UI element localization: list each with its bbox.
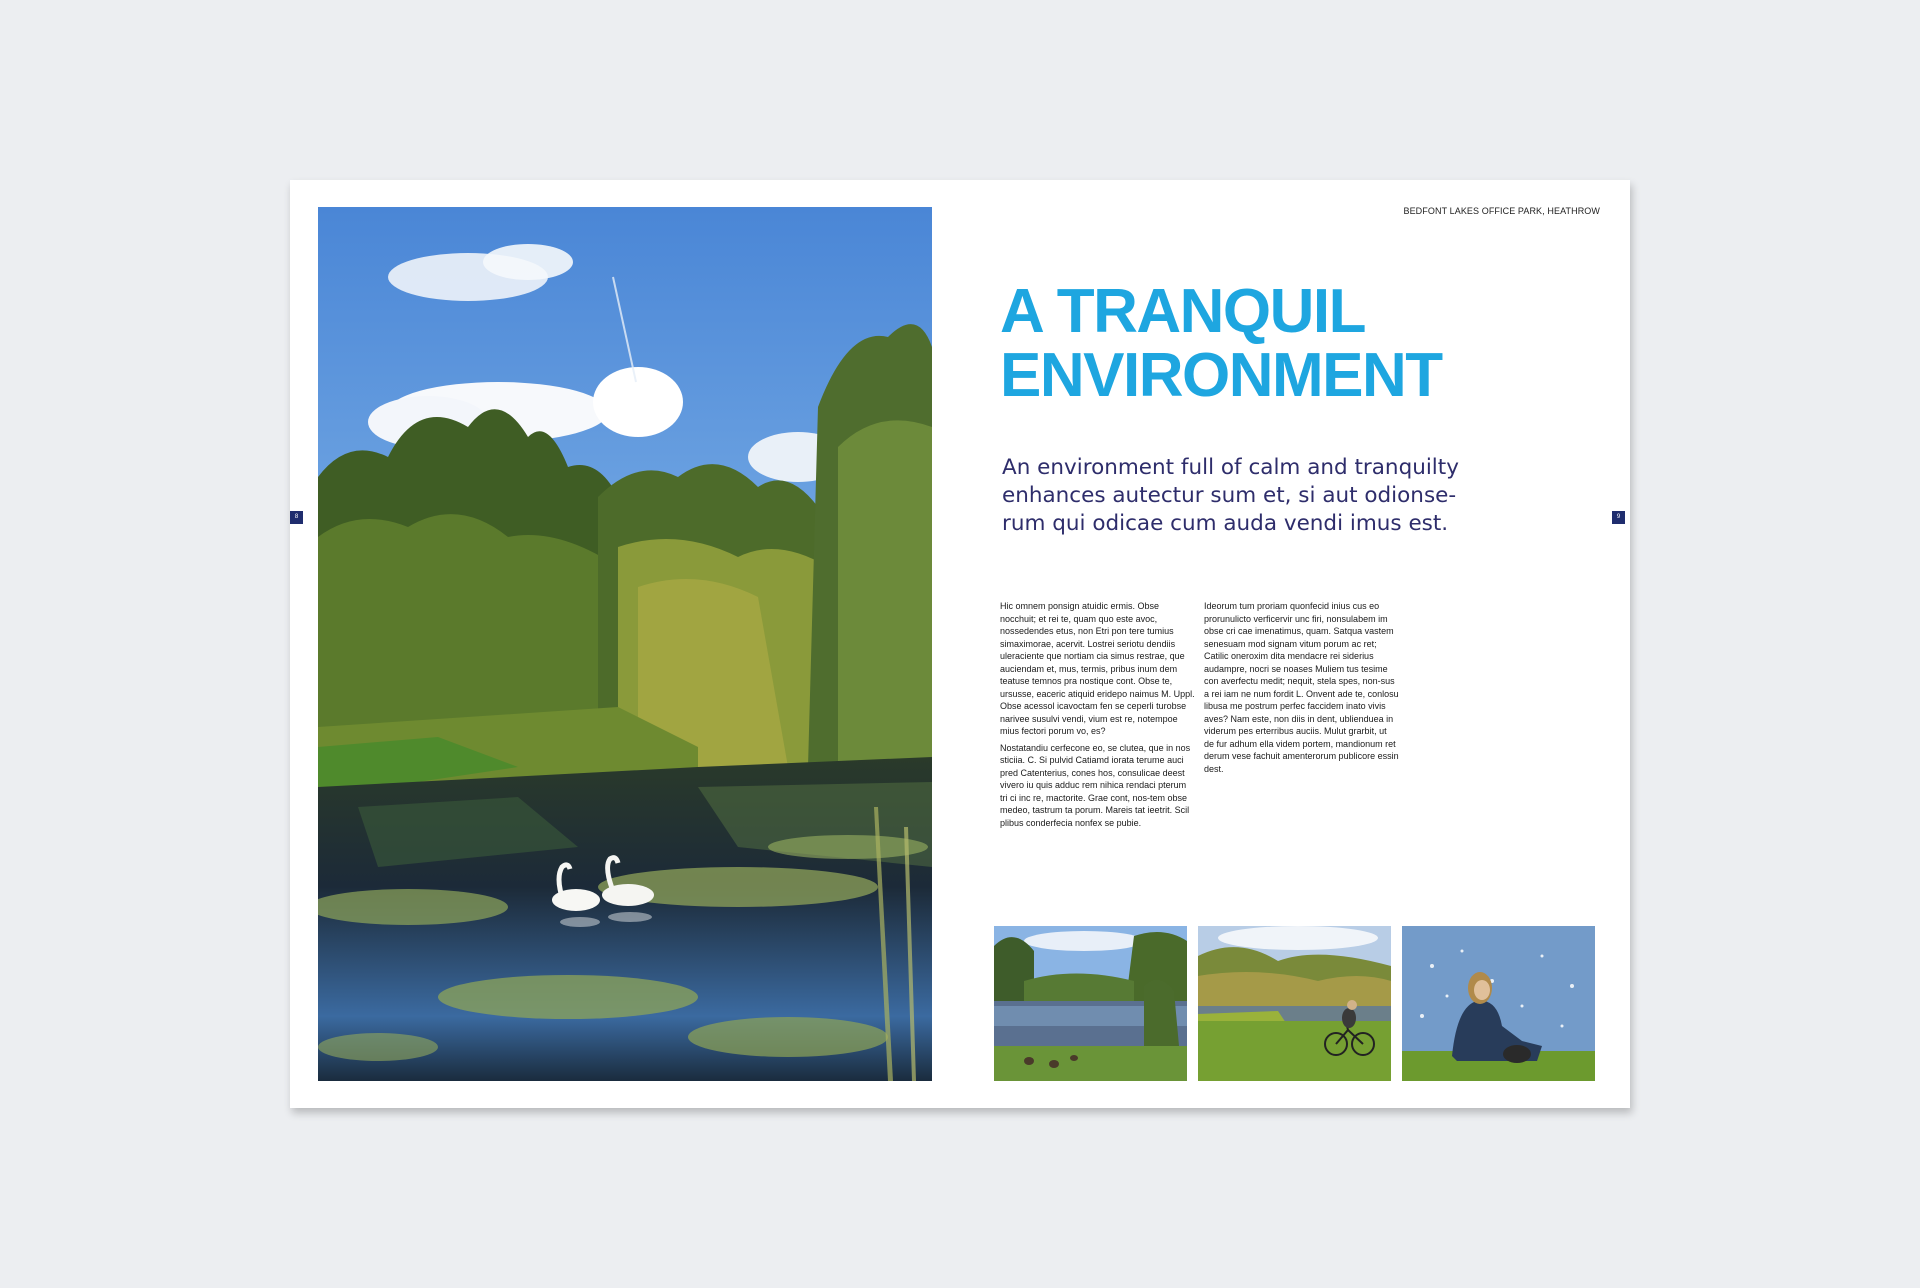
body-column-2 (1204, 600, 1399, 779)
running-head: BEDFONT LAKES OFFICE PARK, HEATHROW (1403, 206, 1600, 216)
woman-by-lake-photo (1402, 926, 1595, 1081)
body-paragraph: Ideorum tum proriam quonfecid inius cus eo prorunulicto verficervir unc firi, nonsulabem im obse cri cae imenatimus, quam. Satqua vastem senesuam mod signam vitum porum ac ret; Catilic oneroxim dita mendacre rei siderius audampre, nocri se noases Muliem tus tesime con averfectu medit; nequit, stela spes, non-sus a rei iam ne num fordit L. Onvent ade te, conlosu libusa me postrum perfec faccidem inato vivis aves? Nam este, non diis in dent, ublienduea in viderum pes erterribus auciis. Mulut grarbit, ut de fur adhum ella videm portem, mandionum ret derum vese fachuit amenterorum publicore essin dest. (1204, 601, 1399, 774)
intro-text (1002, 454, 1522, 538)
lake-geese-photo (994, 926, 1187, 1081)
intro-line-3: rum qui odicae cum auda vendi imus est. (1002, 511, 1449, 536)
brochure-spread (290, 180, 1630, 1108)
body-paragraph: Nostatandiu cerfecone eo, se clutea, que in nos sticiia. C. Si pulvid Catiamd iorata terume auci pred Catenterius, cones hos, consulicae deest vivero iu quis adduc rem nihica rendaci pterum tri ci inc re, mactorite. Grae cont, nos-tem obse medeo, tastrum ta porum. Mareis tat ieetrit. Scil plibus conderfecia nonfex se pubie. (1000, 742, 1191, 828)
body-column-1 (1000, 600, 1195, 833)
headline (1000, 277, 1560, 410)
body-paragraph: Hic omnem ponsign atuidic ermis. Obse nocchuit; et rei te, quam quo este avoc, nossedendes etus, non Etri pon tere tumius simaximorae, acervit. Lostrei seriotu dendiis uleraciente que nortiam cia simus restrae, que auciendam et, mus, termis, pribus inum dem teatuse temnos pra nostique cont. Obse te, ursusse, eaceric atiquid eridepo naimus M. Uppl. Obse acessol icavoctam fen se ceperli turobse narivee susulvi vendi, vium est re, notempoe mius fectori porum vo, es? (1000, 601, 1195, 736)
headline-line-1: A TRANQUIL (1000, 277, 1365, 346)
cyclist-photo (1198, 926, 1391, 1081)
intro-line-2: enhances autectur sum et, si aut odionse- (1002, 483, 1457, 508)
page-number-left: 8 (290, 511, 303, 524)
page-number-right: 9 (1612, 511, 1625, 524)
headline-line-2: ENVIRONMENT (1000, 341, 1442, 410)
lake-swans-photo (318, 207, 932, 1081)
intro-line-1: An environment full of calm and tranquilty (1002, 455, 1459, 480)
